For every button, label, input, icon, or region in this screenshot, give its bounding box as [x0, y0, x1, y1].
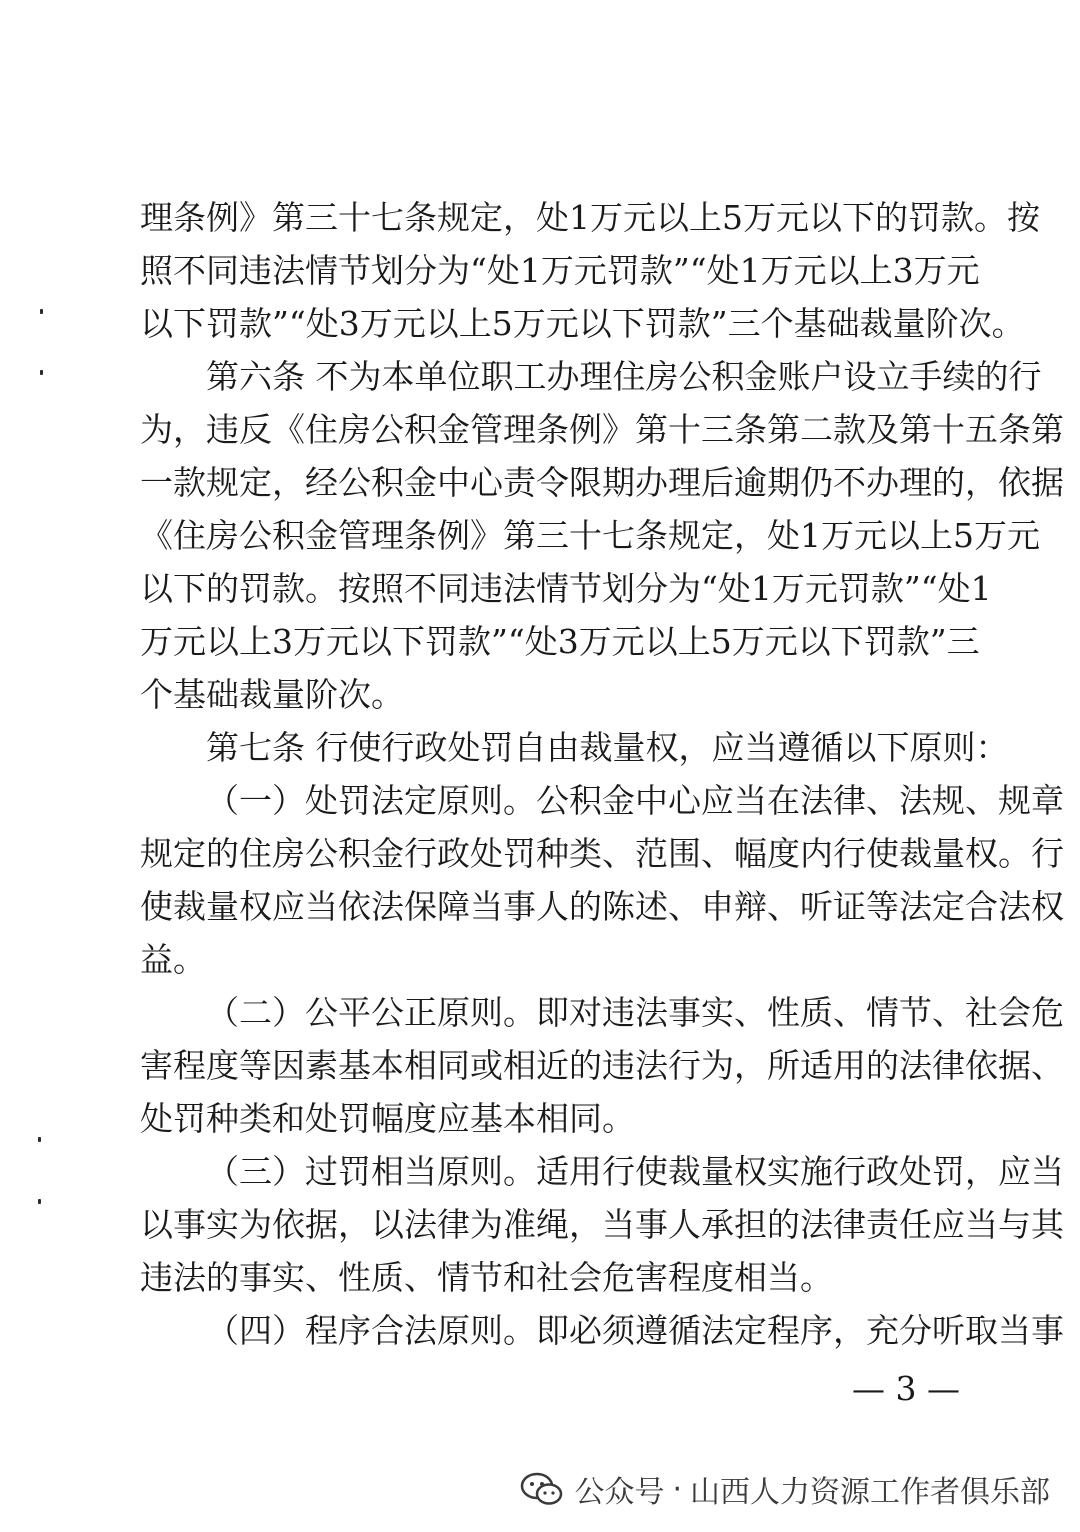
text-line: 以事实为依据，以法律为准绳，当事人承担的法律责任应当与其: [140, 1205, 1064, 1244]
page-number: — 3 —: [852, 1369, 960, 1408]
scan-mark: [40, 309, 43, 314]
text-line: 照不同违法情节划分为“处1万元罚款”“处1万元以上3万元: [140, 251, 980, 290]
text-line: 违法的事实、性质、情节和社会危害程度相当。: [140, 1258, 833, 1297]
text-line: 害程度等因素基本相同或相近的违法行为，所适用的法律依据、: [140, 1046, 1064, 1085]
text-line: 为，违反《住房公积金管理条例》第十三条第二款及第十五条第: [140, 410, 1064, 449]
text-line: 处罚种类和处罚幅度应基本相同。: [140, 1099, 635, 1138]
scan-mark: [38, 1199, 41, 1204]
text-line: 理条例》第三十七条规定，处1万元以上5万元以下的罚款。按: [140, 198, 1040, 237]
text-line: 万元以上3万元以下罚款”“处3万元以上5万元以下罚款”三: [140, 622, 980, 661]
watermark-separator: ·: [672, 1471, 682, 1507]
text-line: （二）公平公正原则。即对违法事实、性质、情节、社会危: [206, 993, 1064, 1032]
text-line: 个基础裁量阶次。: [140, 675, 404, 714]
text-line: 益。: [140, 940, 206, 979]
scan-mark: [38, 1137, 41, 1142]
text-line: 一款规定，经公积金中心责令限期办理后逾期仍不办理的，依据: [140, 463, 1064, 502]
wechat-watermark: [520, 1464, 1050, 1514]
text-line: （三）过罚相当原则。适用行使裁量权实施行政处罚，应当: [206, 1152, 1064, 1191]
text-line: 第七条 行使行政处罚自由裁量权，应当遵循以下原则：: [206, 728, 1009, 767]
text-line: 《住房公积金管理条例》第三十七条规定，处1万元以上5万元: [140, 516, 1040, 555]
text-line: 以下罚款”“处3万元以上5万元以下罚款”三个基础裁量阶次。: [140, 304, 1025, 343]
text-line: 以下的罚款。按照不同违法情节划分为“处1万元罚款”“处1: [140, 569, 992, 608]
wechat-icon: [520, 1471, 564, 1507]
text-line: 第六条 不为本单位职工办理住房公积金账户设立手续的行: [206, 357, 1042, 396]
watermark-label: 公众号: [574, 1475, 665, 1510]
text-line: 使裁量权应当依法保障当事人的陈述、申辩、听证等法定合法权: [140, 887, 1064, 926]
text-line: 规定的住房公积金行政处罚种类、范围、幅度内行使裁量权。行: [140, 834, 1064, 873]
scan-mark: [40, 370, 43, 375]
text-line: （四）程序合法原则。即必须遵循法定程序，充分听取当事: [206, 1311, 1064, 1350]
text-line: （一）处罚法定原则。公积金中心应当在法律、法规、规章: [206, 781, 1064, 820]
watermark-account: 山西人力资源工作者俱乐部: [690, 1475, 1050, 1510]
